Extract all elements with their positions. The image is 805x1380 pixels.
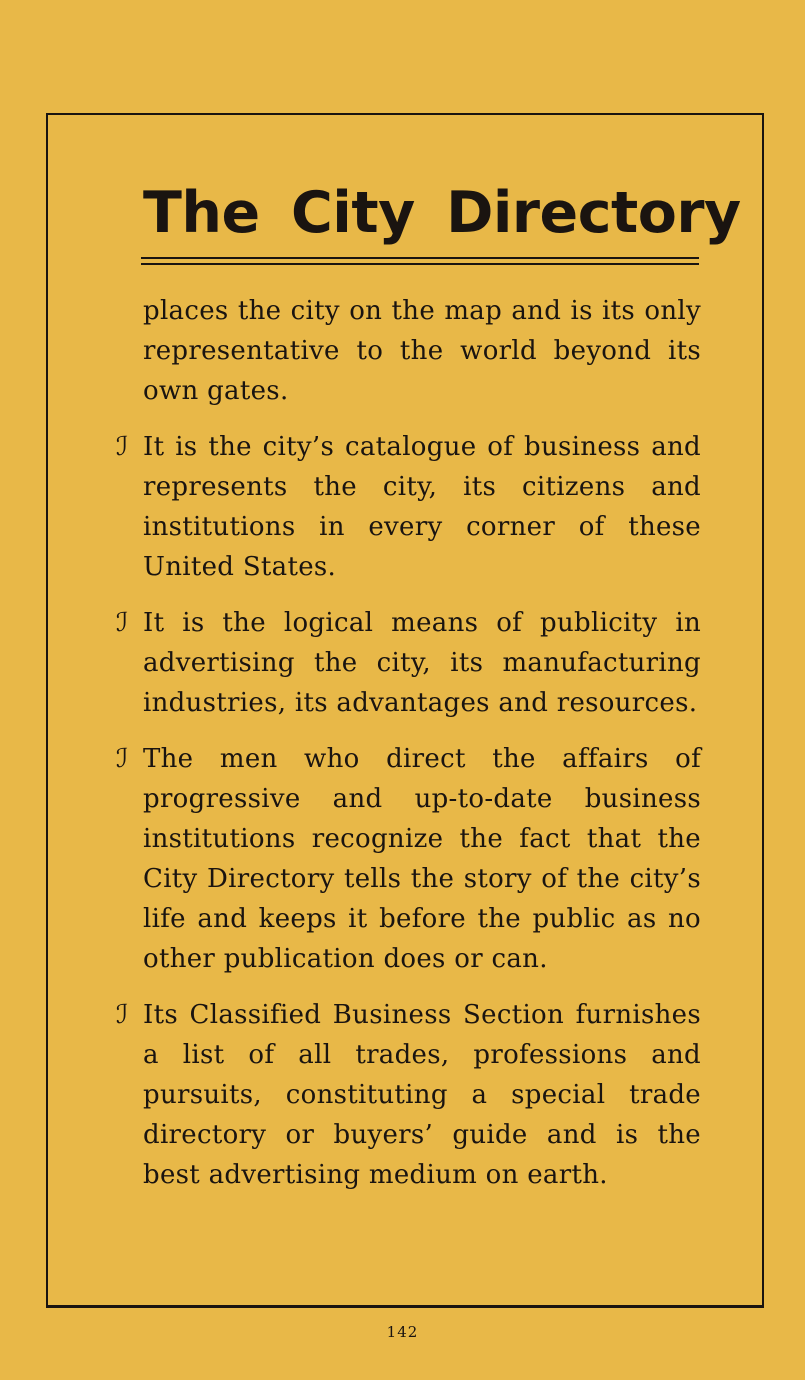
paragraph-5-text: Its Classified Business Section furnishes a list of all trades, professions and pursuits, constituting a special trade directory or buyers’ guide and is the best advertising medium on earth. [143, 1000, 701, 1190]
paragraph-4-text: The men who direct the affairs of progressive and up-to-date business institutions recognize the fact that the City Directory tells the story of the city’s life and keeps it before the public as no other publication does or can. [143, 744, 701, 974]
paragraph-mark-icon: ℐ [116, 432, 129, 462]
title-rule-bottom [141, 263, 699, 265]
paragraph-3 [116, 603, 701, 723]
title-rule-top [141, 257, 699, 259]
paragraph-mark-icon: ℐ [116, 1000, 129, 1030]
paragraph-1 [116, 291, 701, 411]
paragraph-2 [116, 427, 701, 587]
paragraph-mark-icon: ℐ [116, 744, 129, 774]
paragraph-4 [116, 739, 701, 979]
paragraph-3-text: It is the logical means of publicity in advertising the city, its manufacturing industries, its advantages and resources. [143, 608, 701, 718]
page-title: The City Directory [143, 180, 741, 246]
paragraph-5 [116, 995, 701, 1195]
page-number: 142 [386, 1323, 419, 1341]
body-text [116, 291, 701, 1211]
paragraph-mark-icon: ℐ [116, 608, 129, 638]
paragraph-2-text: It is the city’s catalogue of business and represents the city, its citizens and institutions in every corner of these United States. [143, 432, 701, 582]
paragraph-1-text: places the city on the map and is its only representative to the world beyond its own gates. [143, 296, 701, 406]
